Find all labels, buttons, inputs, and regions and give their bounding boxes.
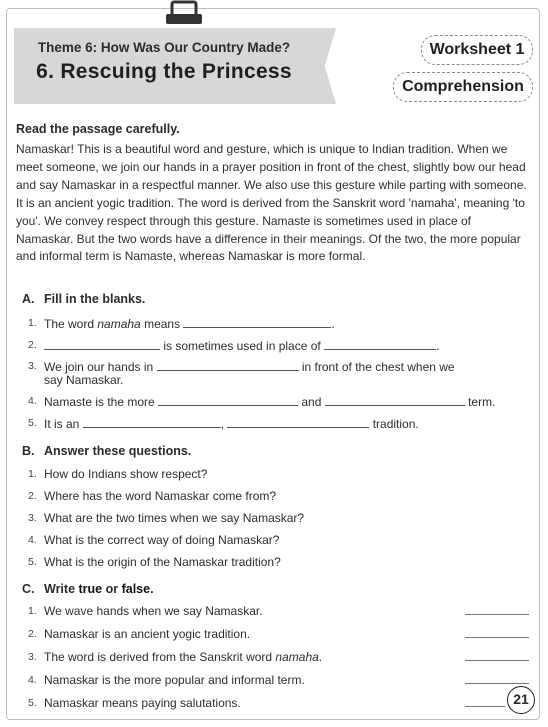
instruction: Read the passage carefully. bbox=[16, 122, 180, 136]
item-number: 1. bbox=[28, 605, 37, 617]
answer-line[interactable] bbox=[465, 637, 529, 638]
answer-line[interactable] bbox=[465, 660, 529, 661]
theme-subtitle: Theme 6: How Was Our Country Made? bbox=[37, 40, 291, 55]
section-a-letter: A. bbox=[22, 292, 35, 306]
section-b-heading bbox=[22, 444, 191, 458]
item-number: 4. bbox=[28, 534, 37, 546]
section-b-letter: B. bbox=[22, 444, 35, 458]
answer-blank[interactable] bbox=[157, 359, 299, 371]
answer-line[interactable] bbox=[465, 683, 529, 684]
section-c-heading: C. Write true or false. bbox=[22, 582, 154, 596]
item-number: 1. bbox=[28, 317, 37, 329]
answer-line[interactable] bbox=[465, 706, 505, 707]
item-number: 5. bbox=[28, 697, 37, 709]
statement-text: Namaskar is the more popular and informal term. bbox=[44, 673, 305, 687]
item-number: 3. bbox=[28, 512, 37, 524]
binder-clip-icon bbox=[164, 0, 204, 26]
answer-blank[interactable] bbox=[324, 338, 436, 350]
statement-text: Namaskar means paying salutations. bbox=[44, 696, 241, 710]
section-a-title: Fill in the blanks. bbox=[44, 292, 146, 306]
item-number: 2. bbox=[28, 490, 37, 502]
section-b-title: Answer these questions. bbox=[44, 444, 192, 458]
question-text: What is the origin of the Namaskar tradition? bbox=[44, 555, 281, 569]
item-number: 3. bbox=[28, 651, 37, 663]
section-a-heading bbox=[22, 292, 145, 306]
item-number: 4. bbox=[28, 674, 37, 686]
answer-blank[interactable] bbox=[227, 416, 369, 428]
page-number: 21 bbox=[507, 686, 535, 714]
question-text: What are the two times when we say Namaskar? bbox=[44, 511, 305, 525]
worksheet-badge: Worksheet 1 bbox=[421, 35, 533, 65]
reading-passage: Namaskar! This is a beautiful word and gesture, which is unique to Indian tradition. When we meet someone, we join our hands in a prayer position in front of the chest, slightly bow our head and say Namaskar in a respectful manner. We also use this gesture while parting with someone. It is an ancient yogic tradition. The word is derived from the Sanskrit word 'namaha', meaning 'to you'. We convey respect through this gesture. Namaste is sometimes used in place of Namaskar. But the two words have a difference in their meanings. Of the two, the more popular and informal term is Namaste, whereas Namaskar is more formal. bbox=[16, 142, 527, 264]
item-number: 2. bbox=[28, 628, 37, 640]
answer-blank[interactable] bbox=[183, 316, 331, 328]
item-number: 5. bbox=[28, 417, 37, 429]
comprehension-badge: Comprehension bbox=[393, 72, 533, 102]
answer-line[interactable] bbox=[465, 614, 529, 615]
item-number: 4. bbox=[28, 395, 37, 407]
answer-blank[interactable] bbox=[44, 338, 160, 350]
item-number: 3. bbox=[28, 360, 37, 372]
item-number: 1. bbox=[28, 468, 37, 480]
question-text: How do Indians show respect? bbox=[44, 467, 208, 481]
question-text: What is the correct way of doing Namaskar? bbox=[44, 533, 280, 547]
question-text: Where has the word Namaskar come from? bbox=[44, 489, 277, 503]
section-c-letter: C. bbox=[22, 582, 35, 596]
answer-blank[interactable] bbox=[83, 416, 221, 428]
answer-blank[interactable] bbox=[325, 394, 465, 406]
statement-text: The word is derived from the Sanskrit word namaha. bbox=[44, 650, 323, 664]
statement-text: We wave hands when we say Namaskar. bbox=[44, 604, 263, 618]
chapter-title: 6. Rescuing the Princess bbox=[36, 60, 292, 83]
item-number: 2. bbox=[28, 339, 37, 351]
item-number: 5. bbox=[28, 556, 37, 568]
statement-text: Namaskar is an ancient yogic tradition. bbox=[44, 627, 251, 641]
answer-blank[interactable] bbox=[158, 394, 298, 406]
